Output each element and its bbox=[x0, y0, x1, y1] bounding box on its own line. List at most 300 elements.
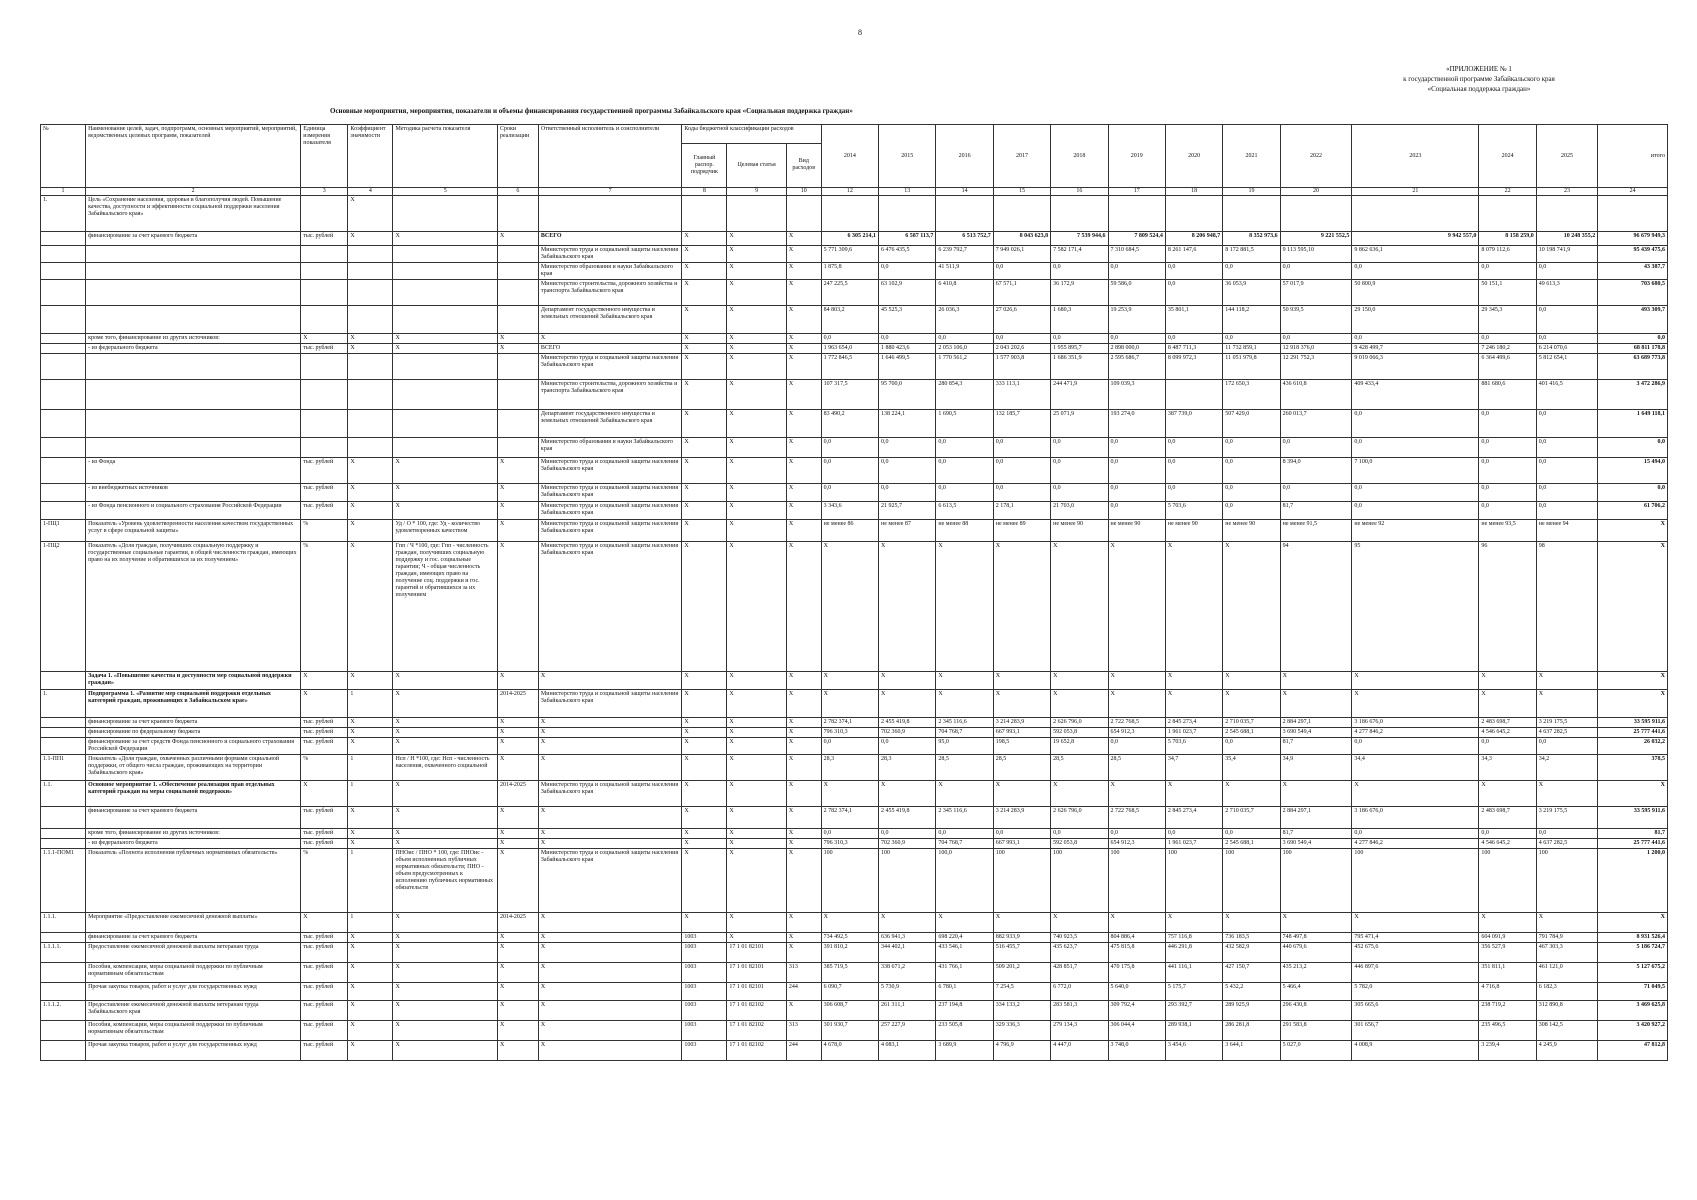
cell-name: - из федерального бюджета bbox=[86, 344, 301, 354]
cell-year-value: 592 053,8 bbox=[1051, 839, 1108, 849]
cell-method: X bbox=[393, 738, 498, 755]
cell-year-value: X bbox=[1479, 690, 1536, 718]
cell-csr: X bbox=[727, 807, 786, 829]
cell-year-value: 446 897,6 bbox=[1352, 963, 1479, 983]
cell-year-value: X bbox=[1479, 913, 1536, 933]
cell-coef: X bbox=[348, 1021, 393, 1041]
cell-no bbox=[41, 963, 86, 983]
column-number: 5 bbox=[393, 188, 498, 196]
cell-g: X bbox=[682, 263, 727, 280]
cell-csr: X bbox=[727, 410, 786, 438]
cell-year-value: 5 771 309,6 bbox=[821, 246, 878, 263]
cell-year-value: 63 102,9 bbox=[879, 280, 936, 306]
cell-method: X bbox=[393, 983, 498, 1001]
cell-unit: тыс. рублей bbox=[301, 933, 348, 943]
cell-year-value: 45 525,3 bbox=[879, 306, 936, 334]
cell-name: Пособия, компенсации, меры социальной поддержки по публичным нормативным обязательствам bbox=[86, 1021, 301, 1041]
cell-year-value: 698 220,4 bbox=[936, 933, 993, 943]
cell-name bbox=[86, 410, 301, 438]
cell-year-value: 100 bbox=[1223, 849, 1280, 913]
cell-resp: X bbox=[538, 334, 681, 344]
cell-year-value: 0,0 bbox=[1536, 829, 1597, 839]
cell-name bbox=[86, 380, 301, 410]
column-number: 20 bbox=[1280, 188, 1352, 196]
header-vr: Вид расходов bbox=[786, 143, 821, 187]
cell-year-value: 516 455,7 bbox=[993, 943, 1050, 963]
cell-year-value: 6 587 113,7 bbox=[879, 232, 936, 246]
cell-coef: X bbox=[348, 738, 393, 755]
cell-year-value: 28,5 bbox=[1051, 755, 1108, 781]
cell-year-value: 6 476 435,5 bbox=[879, 246, 936, 263]
cell-year-value: 279 134,3 bbox=[1051, 1021, 1108, 1041]
cell-year-value: 795 471,4 bbox=[1352, 933, 1479, 943]
cell-total: X bbox=[1598, 542, 1668, 672]
cell-method bbox=[393, 246, 498, 263]
cell-term: X bbox=[497, 839, 538, 849]
cell-name: Прочая закупка товаров, работ и услуг для государственных нужд bbox=[86, 1041, 301, 1061]
cell-total: X bbox=[1598, 690, 1668, 718]
cell-resp: Министерство труда и социальной защиты населения Забайкальского края bbox=[538, 458, 681, 484]
cell-csr: X bbox=[727, 484, 786, 502]
cell-year-value: 7 310 684,5 bbox=[1108, 246, 1165, 263]
cell-year-value: 2 595 686,7 bbox=[1108, 354, 1165, 380]
cell-year-value: 100 bbox=[993, 849, 1050, 913]
cell-csr: X bbox=[727, 520, 786, 542]
cell-total: 5 127 675,2 bbox=[1598, 963, 1668, 983]
cell-no bbox=[41, 933, 86, 943]
cell-year-value: 654 912,3 bbox=[1108, 839, 1165, 849]
cell-year-value: X bbox=[879, 913, 936, 933]
cell-vr: X bbox=[786, 1001, 821, 1021]
cell-year-value: 0,0 bbox=[1165, 458, 1222, 484]
cell-year-value: 4 277 846,2 bbox=[1352, 728, 1479, 738]
cell-g: X bbox=[682, 458, 727, 484]
cell-coef bbox=[348, 263, 393, 280]
cell-year-value: 0,0 bbox=[1479, 458, 1536, 484]
cell-coef: X bbox=[348, 542, 393, 672]
cell-year-value: 5 027,0 bbox=[1280, 1041, 1352, 1061]
cell-csr: X bbox=[727, 354, 786, 380]
cell-year-value: X bbox=[936, 690, 993, 718]
cell-vr bbox=[786, 196, 821, 232]
cell-year-value: 467 303,3 bbox=[1536, 943, 1597, 963]
cell-year-value: 138 224,1 bbox=[879, 410, 936, 438]
cell-vr: 244 bbox=[786, 1041, 821, 1061]
cell-vr: X bbox=[786, 354, 821, 380]
cell-year-value: X bbox=[1108, 913, 1165, 933]
table-row bbox=[41, 1001, 1668, 1021]
cell-method bbox=[393, 280, 498, 306]
cell-year-value: 0,0 bbox=[993, 829, 1050, 839]
table-row bbox=[41, 354, 1668, 380]
cell-year-value: 2 884 297,1 bbox=[1280, 807, 1352, 829]
column-number: 10 bbox=[786, 188, 821, 196]
cell-csr: X bbox=[727, 933, 786, 943]
cell-vr: X bbox=[786, 520, 821, 542]
cell-vr: X bbox=[786, 839, 821, 849]
cell-resp: Министерство труда и социальной защиты населения Забайкальского края bbox=[538, 246, 681, 263]
cell-year-value: 34,4 bbox=[1352, 755, 1479, 781]
cell-year-value: 10 248 355,2 bbox=[1536, 232, 1597, 246]
cell-year-value: 4 678,0 bbox=[821, 1041, 878, 1061]
cell-year-value: 796 310,3 bbox=[821, 728, 878, 738]
cell-year-value: 29 150,0 bbox=[1352, 306, 1479, 334]
table-row bbox=[41, 807, 1668, 829]
cell-no bbox=[41, 263, 86, 280]
cell-year-value: 736 183,5 bbox=[1223, 933, 1280, 943]
cell-year-value: 0,0 bbox=[879, 829, 936, 839]
cell-year-value: 0,0 bbox=[1108, 263, 1165, 280]
cell-resp: X bbox=[538, 829, 681, 839]
table-row bbox=[41, 520, 1668, 542]
cell-year-value: 0,0 bbox=[1536, 458, 1597, 484]
cell-g bbox=[682, 196, 727, 232]
cell-year-value: 100 bbox=[879, 849, 936, 913]
cell-year-value: 1 961 023,7 bbox=[1165, 728, 1222, 738]
cell-term: X bbox=[497, 933, 538, 943]
cell-year-value: 198,5 bbox=[993, 738, 1050, 755]
cell-year-value bbox=[1479, 196, 1536, 232]
cell-term: 2014-2025 bbox=[497, 913, 538, 933]
cell-year-value: 882 933,9 bbox=[993, 933, 1050, 943]
cell-year-value: 4 008,9 bbox=[1352, 1041, 1479, 1061]
cell-year-value: 0,0 bbox=[936, 484, 993, 502]
cell-year-value: 7 100,0 bbox=[1352, 458, 1479, 484]
cell-csr: X bbox=[727, 246, 786, 263]
cell-term: 2014-2025 bbox=[497, 690, 538, 718]
cell-year-value: 3 689,9 bbox=[936, 1041, 993, 1061]
cell-year-value: X bbox=[1051, 542, 1108, 672]
cell-unit: тыс. рублей bbox=[301, 829, 348, 839]
cell-year-value: 36 053,9 bbox=[1223, 280, 1280, 306]
cell-year-value: 0,0 bbox=[1479, 829, 1536, 839]
cell-g: X bbox=[682, 849, 727, 913]
column-number: 6 bbox=[497, 188, 538, 196]
column-number: 14 bbox=[936, 188, 993, 196]
cell-resp: X bbox=[538, 755, 681, 781]
header-year: 2023 bbox=[1352, 125, 1479, 188]
cell-csr: X bbox=[727, 829, 786, 839]
cell-method: Гпп / Ч *100, где: Гпп - численность граждан, получивших социальную поддержку и гос. социальные гарантии; Ч - общая численность граждан, имеющих право на получение соц. поддержки и гос. гарантий и обратившихся за их получением bbox=[393, 542, 498, 672]
cell-year-value: 50 939,5 bbox=[1280, 306, 1352, 334]
cell-resp: X bbox=[538, 839, 681, 849]
table-row bbox=[41, 306, 1668, 334]
cell-term bbox=[497, 410, 538, 438]
cell-term: X bbox=[497, 943, 538, 963]
cell-year-value bbox=[1352, 196, 1479, 232]
cell-year-value: 83 490,2 bbox=[821, 410, 878, 438]
cell-method: X bbox=[393, 943, 498, 963]
cell-year-value: 1 646 499,5 bbox=[879, 354, 936, 380]
cell-name: Показатель «Доля граждан, охваченных различными формами социальной поддержки, от общего числа граждан, проживающих на территории Забайкальского края» bbox=[86, 755, 301, 781]
header-csr: Целевая статья bbox=[727, 143, 786, 187]
cell-year-value: X bbox=[1108, 542, 1165, 672]
cell-year-value: 305 665,6 bbox=[1352, 1001, 1479, 1021]
cell-year-value: 0,0 bbox=[879, 334, 936, 344]
cell-year-value: X bbox=[1165, 690, 1222, 718]
cell-year-value: 2 884 297,1 bbox=[1280, 718, 1352, 728]
cell-resp: Министерство строительства, дорожного хозяйства и транспорта Забайкальского края bbox=[538, 380, 681, 410]
cell-year-value: 435 623,7 bbox=[1051, 943, 1108, 963]
cell-year-value: X bbox=[1352, 690, 1479, 718]
cell-unit: тыс. рублей bbox=[301, 1041, 348, 1061]
cell-unit: тыс. рублей bbox=[301, 1001, 348, 1021]
cell-coef bbox=[348, 438, 393, 458]
cell-coef: 1 bbox=[348, 781, 393, 807]
cell-csr: X bbox=[727, 334, 786, 344]
cell-year-value: X bbox=[821, 913, 878, 933]
cell-year-value: 100,0 bbox=[936, 849, 993, 913]
column-number: 9 bbox=[727, 188, 786, 196]
cell-unit bbox=[301, 380, 348, 410]
cell-g: X bbox=[682, 807, 727, 829]
cell-csr: X bbox=[727, 728, 786, 738]
cell-g: X bbox=[682, 839, 727, 849]
cell-year-value: X bbox=[879, 672, 936, 690]
cell-resp: Министерство образования и науки Забайкальского края bbox=[538, 438, 681, 458]
cell-unit: тыс. рублей bbox=[301, 839, 348, 849]
cell-year-value: 3 239,4 bbox=[1479, 1041, 1536, 1061]
cell-year-value: 0,0 bbox=[1280, 484, 1352, 502]
cell-total: 8 931 526,4 bbox=[1598, 933, 1668, 943]
column-number: 24 bbox=[1598, 188, 1668, 196]
cell-csr: X bbox=[727, 755, 786, 781]
cell-year-value: 2 545 688,1 bbox=[1223, 728, 1280, 738]
cell-year-value: 50 800,9 bbox=[1352, 280, 1479, 306]
cell-coef bbox=[348, 354, 393, 380]
cell-year-value: 5 175,7 bbox=[1165, 983, 1222, 1001]
cell-csr: X bbox=[727, 380, 786, 410]
cell-year-value: 0,0 bbox=[1536, 263, 1597, 280]
cell-name: Предоставление ежемесячной денежной выплаты ветеранам труда bbox=[86, 943, 301, 963]
cell-resp: Министерство строительства, дорожного хозяйства и транспорта Забайкальского края bbox=[538, 280, 681, 306]
cell-year-value: 0,0 bbox=[1223, 334, 1280, 344]
cell-year-value: 0,0 bbox=[1165, 334, 1222, 344]
cell-resp: Департамент государственного имущества и земельных отношений Забайкальского края bbox=[538, 306, 681, 334]
cell-method: X bbox=[393, 672, 498, 690]
cell-unit: тыс. рублей bbox=[301, 738, 348, 755]
cell-year-value: 0,0 bbox=[936, 334, 993, 344]
cell-vr: X bbox=[786, 344, 821, 354]
cell-year-value: 81,7 bbox=[1280, 502, 1352, 520]
cell-unit: % bbox=[301, 849, 348, 913]
cell-year-value: 12 918 376,0 bbox=[1280, 344, 1352, 354]
cell-year-value: 27 026,6 bbox=[993, 306, 1050, 334]
cell-csr: X bbox=[727, 738, 786, 755]
cell-year-value: 5 703,6 bbox=[1165, 502, 1222, 520]
cell-resp: ВСЕГО bbox=[538, 232, 681, 246]
cell-year-value: 385 719,5 bbox=[821, 963, 878, 983]
cell-year-value: 50 151,1 bbox=[1479, 280, 1536, 306]
column-number: 12 bbox=[821, 188, 878, 196]
cell-year-value: 0,0 bbox=[879, 738, 936, 755]
cell-resp: X bbox=[538, 933, 681, 943]
cell-year-value: 654 912,3 bbox=[1108, 728, 1165, 738]
cell-unit: тыс. рублей bbox=[301, 983, 348, 1001]
cell-year-value: 19 652,8 bbox=[1051, 738, 1108, 755]
cell-term: X bbox=[497, 1021, 538, 1041]
cell-year-value: X bbox=[879, 781, 936, 807]
cell-year-value: 0,0 bbox=[821, 738, 878, 755]
cell-year-value: 95,0 bbox=[936, 738, 993, 755]
cell-year-value: 0,0 bbox=[1223, 829, 1280, 839]
cell-year-value: 9 862 636,1 bbox=[1352, 246, 1479, 263]
cell-year-value: 409 433,4 bbox=[1352, 380, 1479, 410]
cell-g: 1003 bbox=[682, 943, 727, 963]
cell-year-value: 0,0 bbox=[1108, 438, 1165, 458]
cell-year-value: 0,0 bbox=[1536, 410, 1597, 438]
cell-name: - из Фонда bbox=[86, 458, 301, 484]
cell-year-value: 2 053 106,0 bbox=[936, 344, 993, 354]
cell-unit: % bbox=[301, 755, 348, 781]
cell-no: 1.1-ПП1 bbox=[41, 755, 86, 781]
cell-year-value: 3 186 676,0 bbox=[1352, 807, 1479, 829]
cell-year-value: 3 748,0 bbox=[1108, 1041, 1165, 1061]
cell-method bbox=[393, 438, 498, 458]
cell-g: X bbox=[682, 755, 727, 781]
header-coef: Коэффициент значимости bbox=[348, 125, 393, 188]
cell-g: 1003 bbox=[682, 1021, 727, 1041]
cell-csr: X bbox=[727, 344, 786, 354]
cell-year-value: 804 886,4 bbox=[1108, 933, 1165, 943]
cell-method bbox=[393, 410, 498, 438]
cell-year-value: 2 845 273,4 bbox=[1165, 718, 1222, 728]
cell-g: X bbox=[682, 354, 727, 380]
cell-term bbox=[497, 246, 538, 263]
cell-year-value: 11 732 859,1 bbox=[1223, 344, 1280, 354]
cell-year-value: 49 613,3 bbox=[1536, 280, 1597, 306]
cell-year-value: 604 091,9 bbox=[1479, 933, 1536, 943]
cell-year-value: X bbox=[1051, 690, 1108, 718]
cell-year-value: 387 739,0 bbox=[1165, 410, 1222, 438]
cell-term: X bbox=[497, 520, 538, 542]
cell-year-value: 4 546 645,2 bbox=[1479, 728, 1536, 738]
cell-year-value: X bbox=[936, 672, 993, 690]
cell-unit: X bbox=[301, 913, 348, 933]
cell-vr: X bbox=[786, 690, 821, 718]
cell-resp: ВСЕГО bbox=[538, 344, 681, 354]
cell-method: X bbox=[393, 728, 498, 738]
cell-no: 1.1.1.2. bbox=[41, 1001, 86, 1021]
cell-csr: X bbox=[727, 458, 786, 484]
cell-coef: X bbox=[348, 458, 393, 484]
cell-year-value: 329 336,3 bbox=[993, 1021, 1050, 1041]
cell-total: 96 679 949,3 bbox=[1598, 232, 1668, 246]
cell-total: 1 200,0 bbox=[1598, 849, 1668, 913]
cell-unit: X bbox=[301, 690, 348, 718]
cell-resp: Министерство труда и социальной защиты населения Забайкальского края bbox=[538, 520, 681, 542]
column-number: 8 bbox=[682, 188, 727, 196]
cell-year-value: 0,0 bbox=[1479, 484, 1536, 502]
cell-year-value: 34,9 bbox=[1280, 755, 1352, 781]
cell-year-value: 1 772 846,5 bbox=[821, 354, 878, 380]
cell-year-value: X bbox=[936, 781, 993, 807]
cell-year-value: X bbox=[821, 672, 878, 690]
cell-year-value: 2 898 000,0 bbox=[1108, 344, 1165, 354]
cell-g: 1003 bbox=[682, 933, 727, 943]
cell-year-value: 0,0 bbox=[1051, 484, 1108, 502]
cell-year-value: 21 703,0 bbox=[1051, 502, 1108, 520]
cell-vr: X bbox=[786, 263, 821, 280]
cell-year-value: 0,0 bbox=[1051, 334, 1108, 344]
cell-year-value: 4 083,1 bbox=[879, 1041, 936, 1061]
cell-no bbox=[41, 829, 86, 839]
cell-year-value: 0,0 bbox=[993, 438, 1050, 458]
cell-year-value: 0,0 bbox=[1223, 484, 1280, 502]
cell-name: Основное мероприятие 1. «Обеспечение реализации прав отдельных категорий граждан на меры социальной поддержки» bbox=[86, 781, 301, 807]
cell-year-value: 3 186 676,0 bbox=[1352, 718, 1479, 728]
cell-year-value: 2 782 374,1 bbox=[821, 718, 878, 728]
table-row bbox=[41, 410, 1668, 438]
cell-g: 1003 bbox=[682, 963, 727, 983]
cell-year-value: 100 bbox=[1280, 849, 1352, 913]
cell-year-value: 748 497,8 bbox=[1280, 933, 1352, 943]
cell-year-value: X bbox=[993, 781, 1050, 807]
cell-vr: X bbox=[786, 718, 821, 728]
cell-year-value: X bbox=[1536, 690, 1597, 718]
cell-year-value: 6 239 792,7 bbox=[936, 246, 993, 263]
cell-year-value: X bbox=[1223, 542, 1280, 672]
cell-vr: X bbox=[786, 781, 821, 807]
table-row bbox=[41, 484, 1668, 502]
cell-year-value: 3 219 175,5 bbox=[1536, 718, 1597, 728]
cell-g: X bbox=[682, 913, 727, 933]
cell-vr: X bbox=[786, 410, 821, 438]
cell-resp: Министерство образования и науки Забайкальского края bbox=[538, 263, 681, 280]
cell-term: X bbox=[497, 458, 538, 484]
cell-year-value: 441 116,1 bbox=[1165, 963, 1222, 983]
cell-year-value: 0,0 bbox=[1165, 484, 1222, 502]
cell-method: X bbox=[393, 344, 498, 354]
cell-year-value: 446 291,8 bbox=[1165, 943, 1222, 963]
cell-year-value: 0,0 bbox=[1479, 410, 1536, 438]
cell-total: 3 420 927,2 bbox=[1598, 1021, 1668, 1041]
cell-year-value: 2 710 035,7 bbox=[1223, 807, 1280, 829]
cell-year-value: 2 722 768,5 bbox=[1108, 718, 1165, 728]
header-unit: Единица измерения показателя bbox=[301, 125, 348, 188]
document-title: Основные мероприятия, мероприятия, показатели и объемы финансирования государственной программы Забайкальского края «Социальная поддержка граждан» bbox=[330, 107, 853, 115]
cell-year-value: 0,0 bbox=[1352, 502, 1479, 520]
cell-year-value: 0,0 bbox=[1223, 458, 1280, 484]
cell-resp: X bbox=[538, 1041, 681, 1061]
cell-total: 15 494,0 bbox=[1598, 458, 1668, 484]
cell-year-value: 507 429,0 bbox=[1223, 410, 1280, 438]
column-number-row bbox=[41, 188, 1668, 196]
cell-unit bbox=[301, 280, 348, 306]
cell-unit bbox=[301, 246, 348, 263]
cell-year-value: 0,0 bbox=[1352, 438, 1479, 458]
cell-year-value: X bbox=[1165, 781, 1222, 807]
cell-no bbox=[41, 306, 86, 334]
cell-year-value: 0,0 bbox=[1352, 484, 1479, 502]
cell-unit: X bbox=[301, 334, 348, 344]
cell-year-value: 6 182,3 bbox=[1536, 983, 1597, 1001]
cell-year-value: 757 116,8 bbox=[1165, 933, 1222, 943]
cell-year-value: X bbox=[879, 542, 936, 672]
cell-method bbox=[393, 380, 498, 410]
cell-no bbox=[41, 1041, 86, 1061]
cell-year-value: 235 496,5 bbox=[1479, 1021, 1536, 1041]
cell-total: 25 777 441,6 bbox=[1598, 728, 1668, 738]
header-year: 2025 bbox=[1536, 125, 1597, 188]
cell-coef: X bbox=[348, 672, 393, 690]
cell-year-value: 28,5 bbox=[993, 755, 1050, 781]
table-row bbox=[41, 542, 1668, 672]
cell-year-value bbox=[1223, 196, 1280, 232]
cell-year-value: 100 bbox=[1108, 849, 1165, 913]
cell-year-value: 0,0 bbox=[936, 458, 993, 484]
cell-vr: X bbox=[786, 246, 821, 263]
